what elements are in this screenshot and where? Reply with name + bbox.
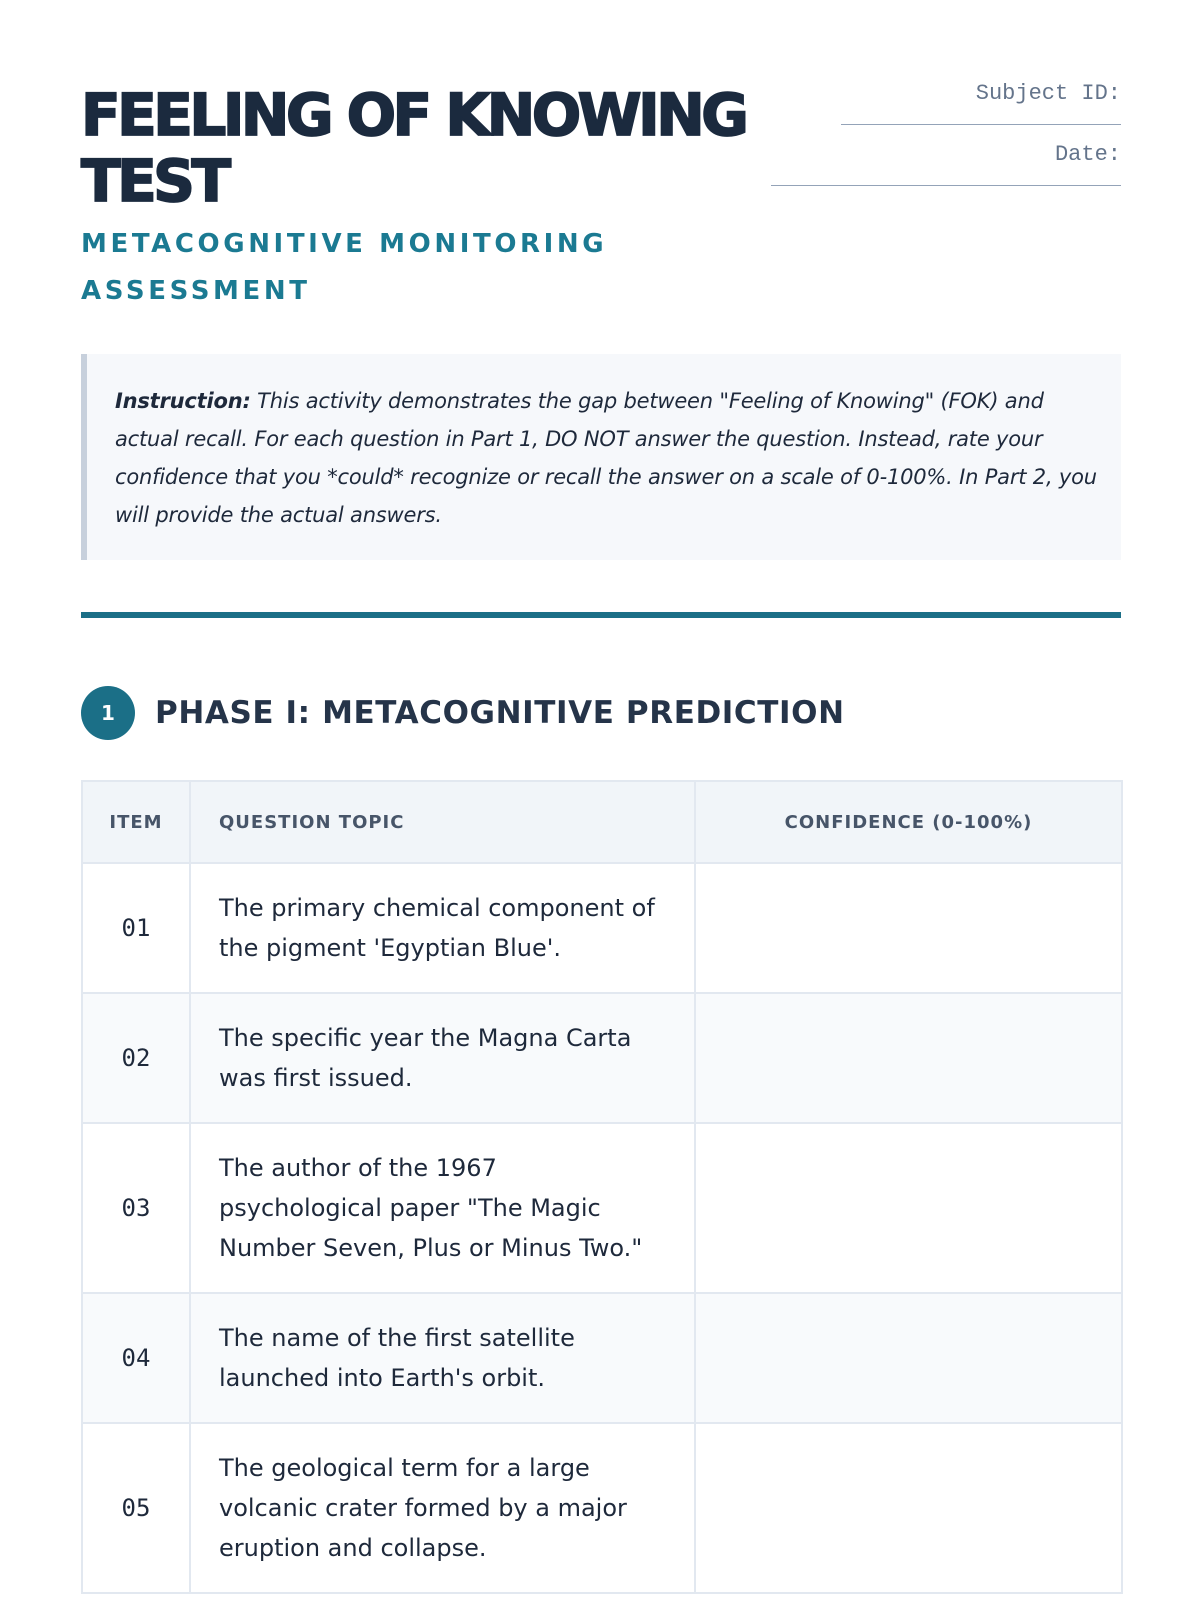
date-field <box>771 141 1121 186</box>
section-heading <box>81 686 845 740</box>
subject-meta <box>771 80 1121 202</box>
page-title: FEELING OF KNOWING TEST <box>81 81 746 215</box>
item-number: 04 <box>82 1293 190 1423</box>
table-row <box>82 1293 1122 1423</box>
section-title: PHASE I: METACOGNITIVE PREDICTION <box>155 695 845 731</box>
table-row <box>82 1423 1122 1593</box>
instruction-label: Instruction: <box>115 389 251 413</box>
item-number: 05 <box>82 1423 190 1593</box>
table-row <box>82 993 1122 1123</box>
item-number: 03 <box>82 1123 190 1293</box>
table-header-row <box>82 781 1122 863</box>
question-topic: The primary chemical component of the pigment 'Egyptian Blue'. <box>190 863 695 993</box>
document-page <box>81 0 1121 1562</box>
instruction-box <box>81 354 1121 560</box>
confidence-cell[interactable] <box>695 1423 1122 1593</box>
question-topic: The author of the 1967 psychological paper "The Magic Number Seven, Plus or Minus Two." <box>190 1123 695 1293</box>
item-number: 01 <box>82 863 190 993</box>
prediction-table <box>81 780 1123 1594</box>
subject-id-label: Subject ID: <box>975 81 1121 106</box>
table-row <box>82 863 1122 993</box>
question-topic: The name of the first satellite launched into Earth's orbit. <box>190 1293 695 1423</box>
confidence-cell[interactable] <box>695 1293 1122 1423</box>
header-confidence: CONFIDENCE (0-100%) <box>695 781 1122 863</box>
question-topic: The geological term for a large volcanic crater formed by a major eruption and collapse. <box>190 1423 695 1593</box>
subject-id-line[interactable] <box>841 124 1121 125</box>
subject-id-field <box>771 80 1121 125</box>
header <box>81 0 1121 330</box>
page-subtitle: METACOGNITIVE MONITORING ASSESSMENT <box>81 229 608 306</box>
confidence-cell[interactable] <box>695 863 1122 993</box>
question-topic: The specific year the Magna Carta was first issued. <box>190 993 695 1123</box>
instruction-text: This activity demonstrates the gap between "Feeling of Knowing" (FOK) and actual recall. For each question in Part 1, DO NOT answer the question. Instead, rate your confidence that you *could* recognize or recall the answer on a scale of 0-100%. In Part 2, you will provide the actual answers. <box>115 389 1097 527</box>
table-row <box>82 1123 1122 1293</box>
section-number-badge: 1 <box>81 686 135 740</box>
confidence-cell[interactable] <box>695 1123 1122 1293</box>
item-number: 02 <box>82 993 190 1123</box>
section-divider <box>81 612 1121 618</box>
confidence-cell[interactable] <box>695 993 1122 1123</box>
header-item: ITEM <box>82 781 190 863</box>
header-topic: QUESTION TOPIC <box>190 781 695 863</box>
date-label: Date: <box>1054 142 1121 167</box>
date-line[interactable] <box>771 185 1121 186</box>
